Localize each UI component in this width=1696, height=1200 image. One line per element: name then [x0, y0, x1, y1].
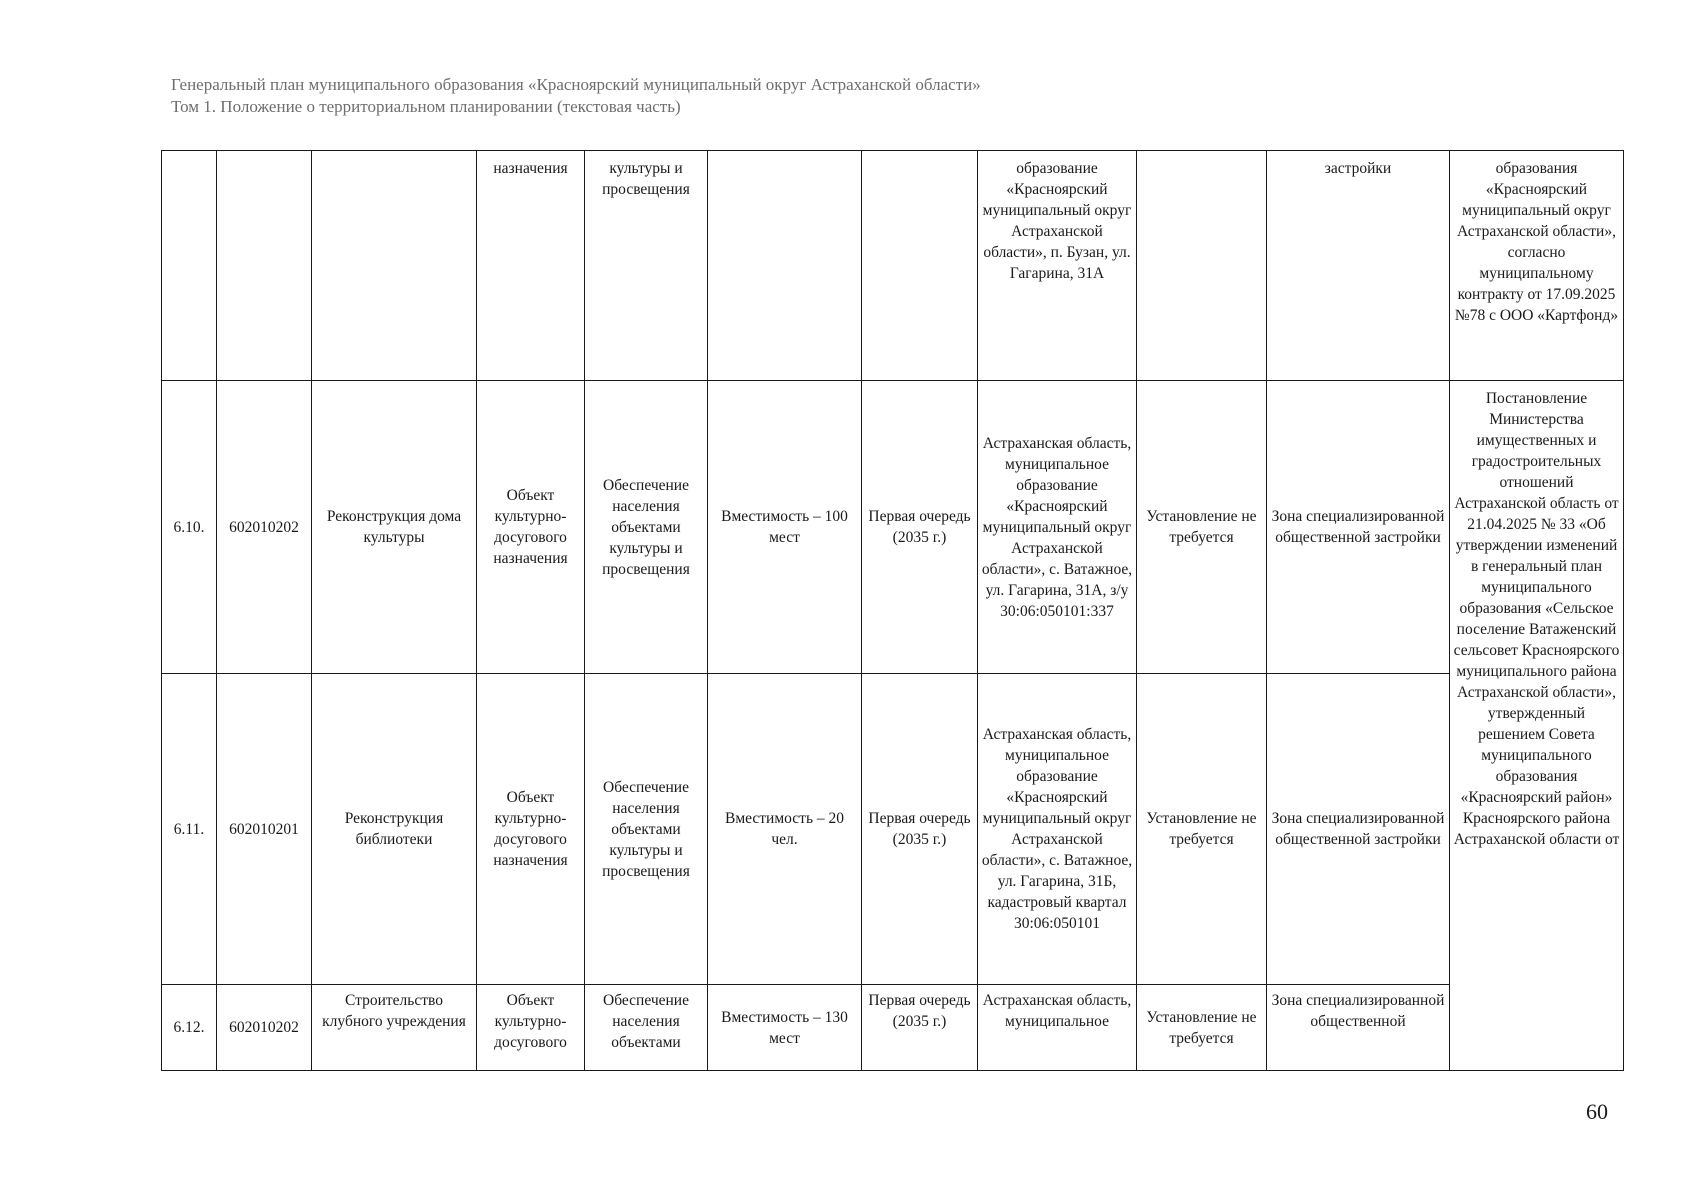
cell-location-text: Астраханская область, муниципальное	[982, 992, 1132, 1030]
cell-document: Постановление Министерства имущественных и градостроительных отношений Астраханской область от 21.04.2025 № 33 «Об утверждении изменений в генеральный план муниципального образования «Сельское поселение Ватаженский сельсовет Красноярского муниципального района Астраханской области», утвержденный решением Совета муниципального образования «Красноярский район» Красноярского района Астраханской области от	[1450, 381, 1624, 1071]
cell-num	[162, 151, 217, 381]
cell-zone: Зона специализированной общественной застройки	[1267, 381, 1450, 674]
cell-document: образования «Красноярский муниципальный округ Астраханской области», согласно муниципальному контракту от 17.09.2025 №78 с ООО «Картфонд»	[1450, 151, 1624, 381]
cell-capacity: Вместимость – 20 чел.	[708, 674, 862, 985]
cell-name: Реконструкция библиотеки	[312, 674, 477, 985]
cell-code: 602010202	[217, 381, 312, 674]
cell-purpose: назначения	[477, 151, 585, 381]
cell-goal: Обеспечение населения объектами культуры и просвещения	[585, 674, 708, 985]
cell-stage	[862, 985, 978, 1071]
cell-stage-text: Первая очередь (2035 г.)	[868, 992, 971, 1030]
table-row	[162, 985, 1624, 1071]
cell-capacity: Вместимость – 130 мест	[708, 985, 862, 1071]
cell-zone: Зона специализированной общественной застройки	[1267, 674, 1450, 985]
cell-code	[217, 151, 312, 381]
cell-purpose	[477, 985, 585, 1071]
table-row	[162, 381, 1624, 674]
header-title-line: Генеральный план муниципального образования «Красноярский муниципальный округ Астраханской области»	[171, 75, 981, 94]
table-row	[162, 674, 1624, 985]
cell-location: Астраханская область, муниципальное образование «Красноярский муниципальный округ Астраханской области», с. Ватажное, ул. Гагарина, 31Б, кадастровый квартал 30:06:050101	[978, 674, 1137, 985]
cell-location	[978, 985, 1137, 1071]
cell-zones: Установление не требуется	[1137, 381, 1267, 674]
cell-zone-text: Зона специализированной общественной	[1271, 992, 1445, 1030]
cell-zone: застройки	[1267, 151, 1450, 381]
header-volume-line: Том 1. Положение о территориальном планировании (текстовая часть)	[171, 97, 681, 116]
cell-purpose: Объект культурно-досугового назначения	[477, 674, 585, 985]
cell-num: 6.12.	[162, 985, 217, 1071]
document-header	[171, 74, 981, 118]
cell-capacity	[708, 151, 862, 381]
cell-zones: Установление не требуется	[1137, 674, 1267, 985]
table-row-continuation	[162, 151, 1624, 381]
cell-name	[312, 151, 477, 381]
page-number: 60	[1586, 1099, 1608, 1124]
cell-goal-text: Обеспечение населения объектами	[603, 992, 689, 1051]
cell-goal: Обеспечение населения объектами культуры и просвещения	[585, 381, 708, 674]
cell-code: 602010202	[217, 985, 312, 1071]
cell-zones: Установление не требуется	[1137, 985, 1267, 1071]
cell-name-text: Строительство клубного учреждения	[322, 992, 466, 1030]
cell-capacity: Вместимость – 100 мест	[708, 381, 862, 674]
cell-num: 6.10.	[162, 381, 217, 674]
cell-code: 602010201	[217, 674, 312, 985]
objects-table	[161, 150, 1624, 1071]
cell-zone	[1267, 985, 1450, 1071]
cell-zones	[1137, 151, 1267, 381]
cell-stage: Первая очередь (2035 г.)	[862, 381, 978, 674]
cell-location: образование «Красноярский муниципальный округ Астраханской области», п. Бузан, ул. Гагарина, 31А	[978, 151, 1137, 381]
cell-purpose: Объект культурно-досугового назначения	[477, 381, 585, 674]
cell-name	[312, 985, 477, 1071]
cell-goal: культуры и просвещения	[585, 151, 708, 381]
cell-goal	[585, 985, 708, 1071]
cell-stage	[862, 151, 978, 381]
cell-location: Астраханская область, муниципальное образование «Красноярский муниципальный округ Астраханской области», с. Ватажное, ул. Гагарина, 31А, з/у 30:06:050101:337	[978, 381, 1137, 674]
cell-num: 6.11.	[162, 674, 217, 985]
cell-name: Реконструкция дома культуры	[312, 381, 477, 674]
cell-stage: Первая очередь (2035 г.)	[862, 674, 978, 985]
cell-purpose-text: Объект культурно-досугового	[494, 992, 567, 1051]
